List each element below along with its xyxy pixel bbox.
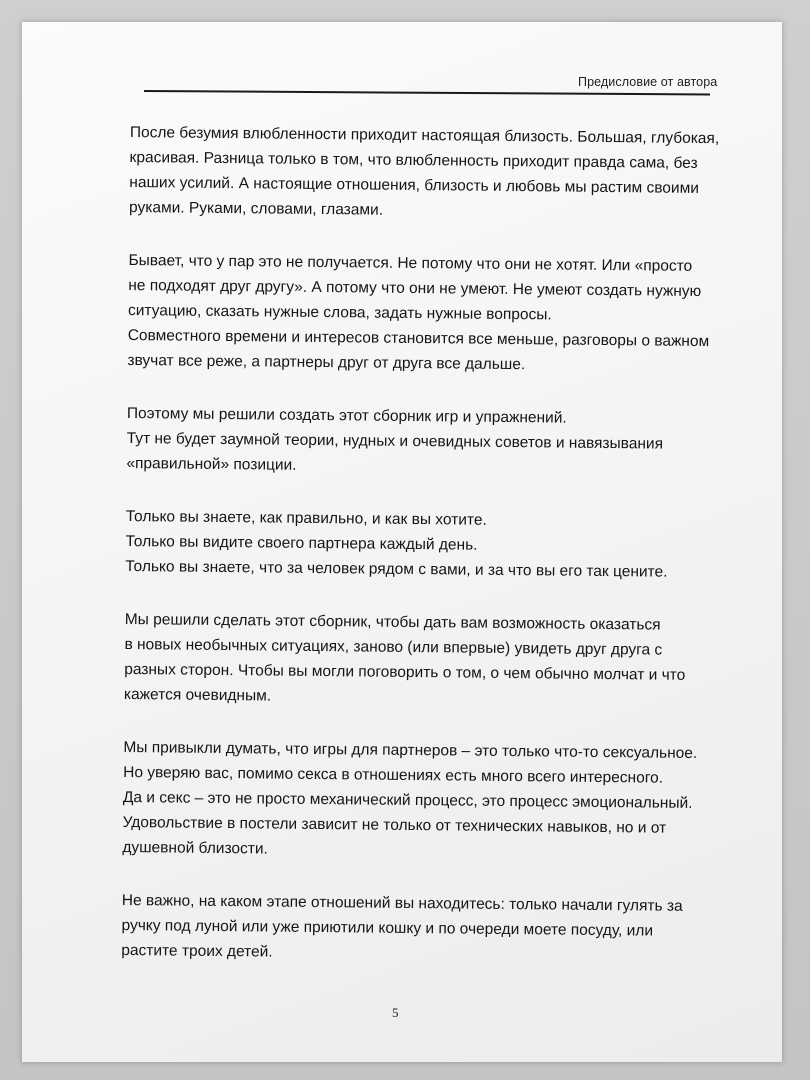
text-line: Совместного времени и интересов становится все меньше, разговоры о важном	[127, 326, 710, 351]
text-line: душевной близости.	[122, 838, 268, 858]
text-line: наших усилий. А настоящие отношения, близость и любовь мы растим своими	[129, 173, 700, 197]
paper-sheet	[22, 22, 782, 1062]
text-line: ручку под луной или уже приютили кошку и по очереди моете посуду, или	[121, 916, 654, 940]
page-number: 5	[392, 1005, 399, 1020]
text-line: ситуацию, сказать нужные слова, задать нужные вопросы.	[127, 301, 552, 324]
text-line: не подходят друг другу». А потому что они не умеют. Не умеют создать нужную	[128, 276, 702, 300]
text-line: Не важно, на каком этапе отношений вы находитесь: только начали гулять за	[121, 891, 683, 915]
text-line: красивая. Разница только в том, что влюбленность приходит правда сама, без	[129, 148, 698, 172]
paragraph-5	[124, 607, 705, 713]
paragraph-3	[126, 401, 707, 482]
page-body	[121, 120, 720, 997]
running-header-title: Предисловие от автора	[578, 75, 718, 89]
text-line: Мы решили сделать этот сборник, чтобы дать вам возможность оказаться	[124, 610, 661, 634]
header-rule	[144, 90, 710, 95]
paragraph-7	[121, 888, 702, 969]
text-line: руками. Руками, словами, глазами.	[128, 198, 384, 219]
text-line: Мы привыкли думать, что игры для партнеров – это только что-то сексуальное.	[123, 738, 698, 762]
paragraph-6	[122, 735, 703, 866]
text-line: Поэтому мы решили создать этот сборник игр и упражнений.	[126, 404, 567, 427]
text-line: в новых необычных ситуациях, заново (или впервые) увидеть друг друга с	[124, 635, 663, 659]
text-line: Тут не будет заумной теории, нудных и очевидных советов и навязывания	[126, 429, 664, 453]
text-line: Да и секс – это не просто механический процесс, это процесс эмоциональный.	[122, 788, 693, 812]
text-line: звучат все реже, а партнеры друг от друга все дальше.	[127, 351, 526, 374]
text-line: «правильной» позиции.	[126, 454, 297, 474]
text-line: Только вы видите своего партнера каждый день.	[125, 532, 478, 554]
paragraph-2	[127, 248, 708, 379]
text-line: Только вы знаете, что за человек рядом с вами, и за что вы его так цените.	[125, 557, 668, 581]
paragraph-4	[125, 504, 706, 585]
text-line: растите троих детей.	[121, 941, 273, 961]
paragraph-1	[128, 120, 720, 226]
text-line: Удовольствие в постели зависит не только от технических навыков, но и от	[122, 813, 667, 837]
text-line: Только вы знаете, как правильно, и как вы хотите.	[125, 507, 487, 529]
text-line: кажется очевидным.	[123, 685, 272, 705]
text-line: Бывает, что у пар это не получается. Не потому что они не хотят. Или «просто	[128, 251, 693, 275]
text-line: Но уверяю вас, помимо секса в отношениях есть много всего интересного.	[123, 763, 664, 787]
text-line: разных сторон. Чтобы вы могли поговорить о том, о чем обычно молчат и что	[124, 660, 686, 684]
text-line: После безумия влюбленности приходит настоящая близость. Большая, глубокая,	[129, 123, 720, 148]
